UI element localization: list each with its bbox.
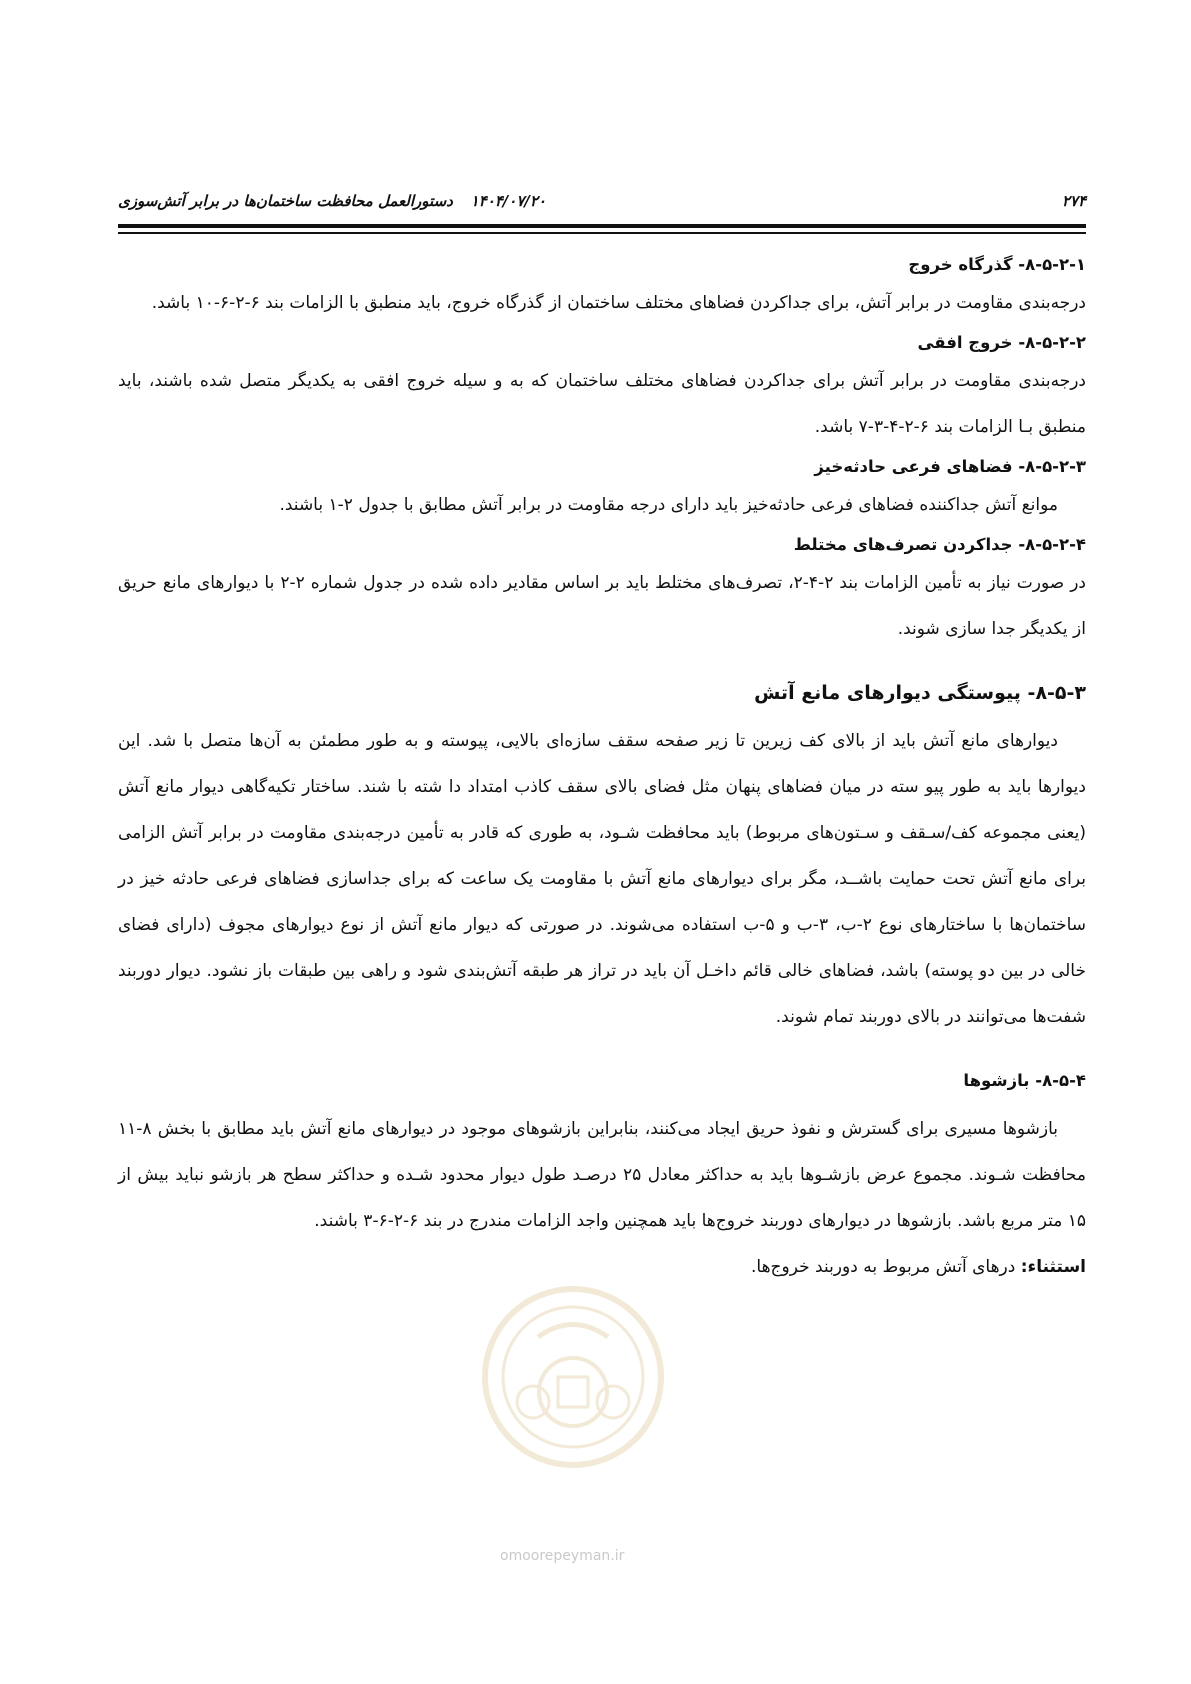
section-heading-horizontal-exit: ۸-۵-۲-۲- خروج افقی [917, 333, 1086, 352]
section-heading-openings: ۸-۵-۴- بازشوها [963, 1071, 1086, 1090]
header-title: دستورالعمل محافظت ساختمان‌ها در برابر آتش‌سوزی [118, 192, 453, 210]
section-heading-exit-passageway: ۸-۵-۲-۱- گذرگاه خروج [908, 255, 1086, 274]
header-rule-thin [118, 232, 1086, 234]
exception-label: استثناء: [1020, 1257, 1086, 1277]
watermark-site-text: omoorepeyman.ir [500, 1548, 625, 1564]
watermark-seal-icon [478, 1282, 668, 1472]
header-date: ۱۴۰۴/۰۷/۲۰ [470, 192, 546, 210]
page-header [118, 188, 1086, 216]
section-text-exit-passageway: درجه‌بندی مقاومت در برابر آتش، برای جداکردن فضاهای مختلف ساختمان از گذرگاه خروج، باید منطبق با الزامات بند ۶-۲-۶-۱۰ باشد. [151, 293, 1086, 313]
section-text-mixed-occupancy: در صورت نیاز به تأمین الزامات بند ۲-۴-۲، تصرف‌های مختلط باید بر اساس مقادیر داده شده در جدول شماره ۲-۲ با دیوارهای مانع حریق از یکدیگر جدا سازی شوند. [118, 573, 1086, 639]
section-text-horizontal-exit: درجه‌بندی مقاومت در برابر آتش برای جداکردن فضاهای مختلف ساختمان که به و سیله خروج افقی به یکدیگر متصل شده باشند، باید منطبق بـا الزامات بند ۶-۲-۴-۳-۷ باشد. [118, 371, 1086, 437]
section-text-incidental-spaces: موانع آتش جداکننده فضاهای فرعی حادثه‌خیز باید دارای درجه مقاومت در برابر آتش مطابق با جدول ۲-۱ باشند. [279, 495, 1058, 515]
section-text-fire-wall-continuity: دیوارهای مانع آتش باید از بالای کف زیرین تا زیر صفحه سقف سازه‌ای بالایی، پیوسته و به طور مطمئن به آن‌ها متصل با شد. این دیوارها باید به طور پیو سته در میان فضاهای پنهان مثل فضای بالای سقف کاذب امتداد دا شته با شند. ساختار تکیه‌گاهی دیوار مانع آتش (یعنی مجموعه کف/سـقف و سـتون‌های مربوط) باید محافظت شـود، به طوری که قادر به تأمین درجه‌بندی مقاومت در برابر آتش الزامی برای مانع آتش تحت حمایت باشــد، مگر برای دیوارهای مانع آتش با مقاومت یک ساعت که برای جداسازی فضاهای فرعی حادثه خیز در ساختمان‌ها با ساختارهای نوع ۲-ب، ۳-ب و ۵-ب استفاده می‌شوند. در صورتی که دیوار مانع آتش از نوع دیوارهای مجوف (دارای فضای خالی در بین دو پوسته) باشد، فضاهای خالی قائم داخـل آن باید در تراز هر طبقه آتش‌بندی شود و راهی بین طبقات باز نشود. دیوار دوربند شفت‌ها می‌توانند در بالای دوربند تمام شوند. [118, 731, 1087, 1027]
page-number: ۲۷۴ [1061, 192, 1086, 210]
section-heading-incidental-spaces: ۸-۵-۲-۳- فضاهای فرعی حادثه‌خیز [814, 457, 1086, 476]
header-rule-thick [118, 224, 1086, 228]
section-heading-fire-wall-continuity: ۸-۵-۳- پیوستگی دیوارهای مانع آتش [754, 682, 1086, 704]
exception-text: درهای آتش مربوط به دوربند خروج‌ها. [751, 1257, 1021, 1277]
section-heading-mixed-occupancy: ۸-۵-۲-۴- جداکردن تصرف‌های مختلط [793, 535, 1086, 554]
section-text-openings: بازشوها مسیری برای گسترش و نفوذ حریق ایجاد می‌کنند، بنابراین بازشوهای موجود در دیوارهای مانع آتش باید مطابق با بخش ۸-۱۱ محافظت شـوند. مجموع عرض بازشـوها باید به حداکثر معادل ۲۵ درصـد طول دیوار محدود شـده و حداکثر سطح هر بازشو نباید بیش از ۱۵ متر مربع باشد. بازشوها در دیوارهای دوربند خروج‌ها باید همچنین واجد الزامات مندرج در بند ۶-۲-۶-۳ باشند. [118, 1119, 1087, 1231]
main-content [118, 250, 1086, 1290]
